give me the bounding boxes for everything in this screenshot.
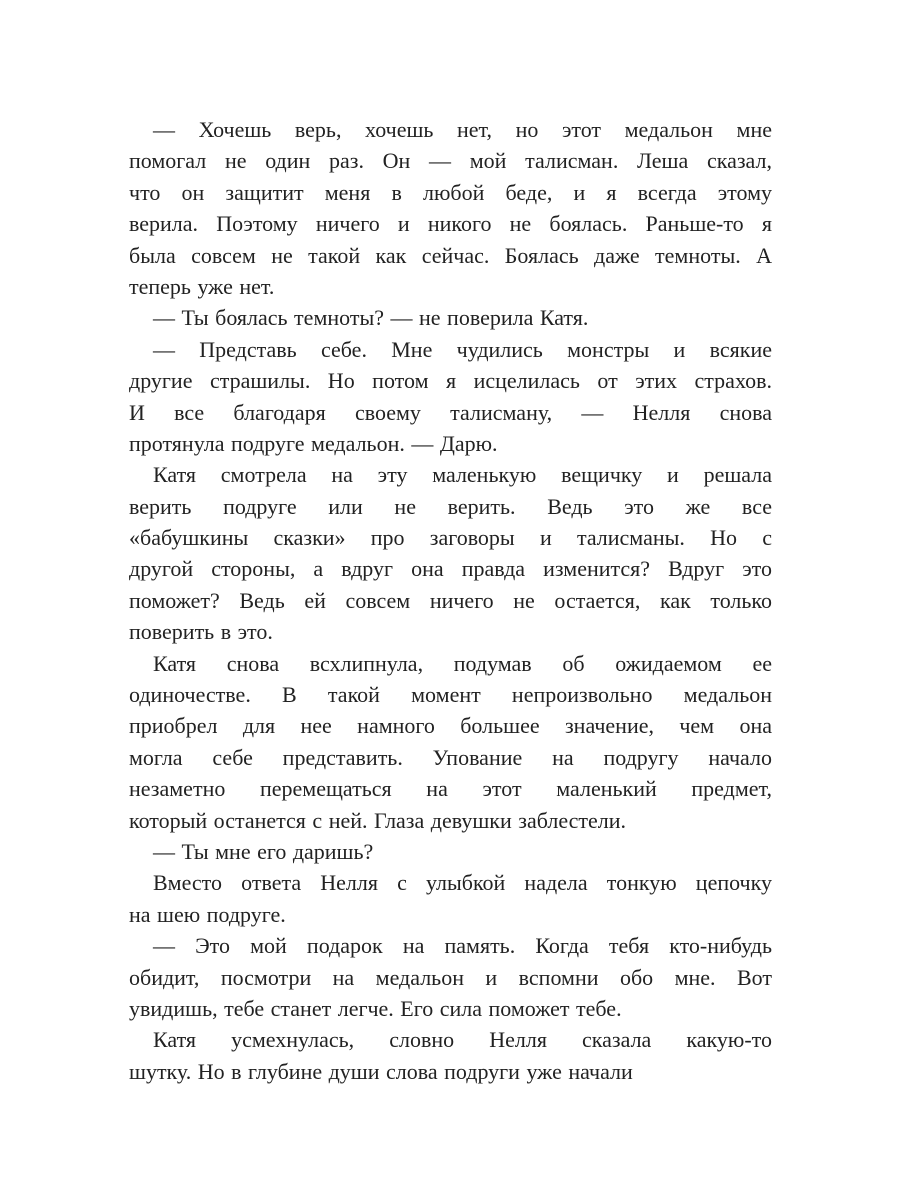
text-line: который останется с ней. Глаза девушки заблестели. [129, 807, 627, 833]
text-line: другой стороны, а вдруг она правда изменится? Вдруг это [129, 556, 772, 582]
text-line: Вместо ответа Нелля с улыбкой надела тонкую цепочку [153, 870, 772, 896]
text-line: могла себе представить. Упование на подругу начало [129, 744, 772, 770]
text-line: на шею подруге. [129, 901, 286, 927]
text-line: Катя снова всхлипнула, подумав об ожидаемом ее [153, 650, 772, 676]
text-line: что он защитит меня в любой беде, и я всегда этому [129, 179, 772, 205]
text-line: — Это мой подарок на память. Когда тебя кто-нибудь [153, 933, 772, 959]
text-line: другие страшилы. Но потом я исцелилась от этих страхов. [129, 368, 772, 394]
page-text [129, 114, 772, 1087]
text-line: «бабушкины сказки» про заговоры и талисманы. Но с [129, 525, 772, 551]
text-line: поверить в это. [129, 619, 273, 645]
text-line: приобрел для нее намного большее значение, чем она [129, 713, 772, 739]
text-line: верить подруге или не верить. Ведь это же все [129, 493, 772, 519]
text-line: обидит, посмотри на медальон и вспомни обо мне. Вот [129, 964, 772, 990]
text-line: — Ты мне его даришь? [153, 838, 374, 864]
text-line: — Представь себе. Мне чудились монстры и всякие [153, 336, 772, 362]
text-line: помогал не один раз. Он — мой талисман. Леша сказал, [129, 148, 772, 174]
text-line: была совсем не такой как сейчас. Боялась даже темноты. А [129, 242, 772, 268]
text-line: незаметно перемещаться на этот маленький предмет, [129, 776, 772, 802]
text-line: — Ты боялась темноты? — не поверила Катя. [153, 305, 589, 331]
text-line: одиночестве. В такой момент непроизвольно медальон [129, 682, 772, 708]
text-line: Катя смотрела на эту маленькую вещичку и решала [153, 462, 772, 488]
text-line: верила. Поэтому ничего и никого не боялась. Раньше-то я [129, 211, 772, 237]
text-line: И все благодаря своему талисману, — Нелля снова [129, 399, 772, 425]
text-line: — Хочешь верь, хочешь нет, но этот медальон мне [153, 117, 772, 142]
text-line: шутку. Но в глубине души слова подруги уже начали [129, 1058, 633, 1084]
text-line: увидишь, тебе станет легче. Его сила поможет тебе. [129, 995, 622, 1021]
text-line: Катя усмехнулась, словно Нелля сказала какую-то [153, 1027, 772, 1053]
text-line: протянула подруге медальон. — Дарю. [129, 430, 498, 456]
text-line: поможет? Ведь ей совсем ничего не остается, как только [129, 587, 772, 613]
text-line: теперь уже нет. [129, 273, 275, 299]
